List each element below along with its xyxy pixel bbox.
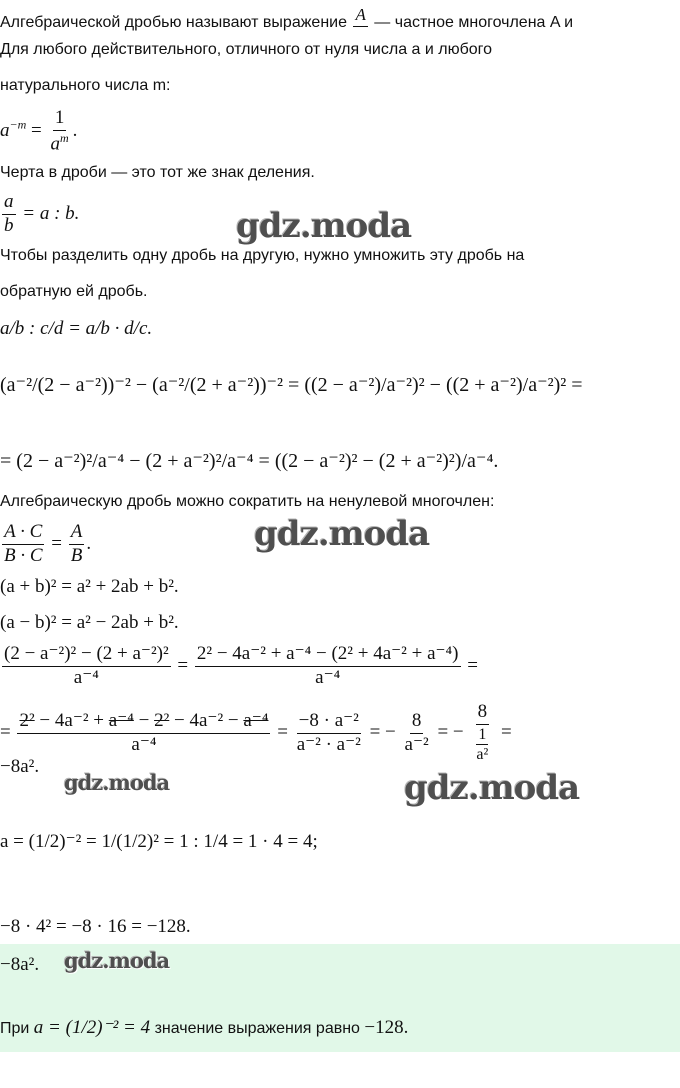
watermark-logo: gdz.moda <box>64 770 170 795</box>
step3-lhs <box>2 644 171 689</box>
reduce-den-right: B <box>70 544 83 566</box>
strike-3: 2² <box>154 709 170 731</box>
step4-num-4: − <box>133 709 155 731</box>
result: −8 · 4² = −8 · 16 = −128. <box>0 916 191 937</box>
reduce-rule-formula: $\frac{A \cdot C}{B \cdot C}$ = $\frac{A}{B}$ . <box>4 521 92 566</box>
watermark-logo: gdz.moda <box>236 206 412 246</box>
rule-line-2: натурального числа m: <box>0 77 171 94</box>
intro-text: Алгебраической дробью называют выражение <box>0 14 347 32</box>
identity-square-sum: (a + b)² = a² + 2ab + b². <box>0 576 179 597</box>
step4-frac4-num: 8 <box>476 702 490 725</box>
formula-lhs: a <box>0 119 10 141</box>
division-bar-text: Черта в дроби — это тот же знак деления. <box>0 164 315 181</box>
step4-frac3-den: a⁻² <box>404 733 429 755</box>
formula-num: 1 <box>53 108 67 131</box>
step3-lhs-den: a⁻⁴ <box>73 666 99 688</box>
rule-line-1: Для любого действительного, отличного от нуля числа a и любого <box>0 41 493 58</box>
intro-frac-num: A <box>353 6 367 27</box>
formula-lhs-exp: −m <box>9 117 27 132</box>
step-2: = (2 − a⁻²)²/a⁻⁴ − (2 + a⁻²)²/a⁻⁴ = ((2 − a⁻²)² − (2 + a⁻²)²)/a⁻⁴. <box>0 450 499 472</box>
negative-power-fraction <box>48 108 70 155</box>
strike-2: a⁻⁴ <box>108 709 134 731</box>
watermark-logo: gdz.moda <box>404 768 580 808</box>
step4-frac-2 <box>295 711 363 756</box>
division-bar-den: b <box>4 214 14 236</box>
intro-fraction <box>353 6 367 28</box>
step4-frac4-den-num: 1 <box>476 726 488 746</box>
strike-4: a⁻⁴ <box>243 709 269 731</box>
reduce-frac-left <box>2 522 45 567</box>
step-1: (a⁻²/(2 − a⁻²))⁻² − (a⁻²/(2 + a⁻²))⁻² = ((2 − a⁻²)/a⁻²)² − ((2 + a⁻²)/a⁻²)² = <box>0 374 583 396</box>
intro-line <box>0 5 574 34</box>
watermark-logo: gdz.moda <box>64 948 170 973</box>
step4-frac-3 <box>403 711 431 756</box>
step4-num-2: − 4a⁻² + <box>34 709 109 731</box>
step4-frac-1 <box>17 711 270 756</box>
step4-frac4-den-den: a² <box>476 746 489 764</box>
step4-frac3-num: 8 <box>410 711 424 734</box>
answer-line <box>0 1018 408 1039</box>
negative-power-formula: $a^{-m}$ = $\frac{1}{a^m}$ . <box>0 107 78 155</box>
reduce-num-right: A <box>69 522 85 545</box>
intro-tail: — частное многочлена A и <box>374 14 574 32</box>
step3-lhs-num: (2 − a⁻²)² − (2 + a⁻²)² <box>2 644 171 667</box>
formula-den: a <box>50 133 60 155</box>
step4-frac-4 <box>470 702 494 764</box>
answer-simplified: −8a². <box>0 954 40 975</box>
reduce-frac-right <box>69 522 85 567</box>
division-rule-line-1: Чтобы разделить одну дробь на другую, нужно умножить эту дробь на <box>0 247 525 264</box>
formula-den-exp: m <box>59 130 69 145</box>
division-bar-num: a <box>2 192 16 215</box>
answer-value: −128. <box>364 1017 409 1038</box>
answer-condition: a = (1/2)⁻² = 4 <box>33 1017 151 1038</box>
step3-rhs-den: a⁻⁴ <box>315 666 341 688</box>
step3-rhs <box>195 644 461 689</box>
step4-num-6: − 4a⁻² − <box>169 709 244 731</box>
step4-den-1: a⁻⁴ <box>131 733 157 755</box>
intro-frac-den <box>359 27 363 28</box>
step4-frac2-den: a⁻² · a⁻² <box>296 733 361 755</box>
step-3: $\frac{\text{(2 − a⁻²)² − (2 + a⁻²)²}}{\text{a⁻⁴}}$ = $\frac{\text{2² − 4a⁻² + a⁻⁴ − (2² + 4a⁻² + a⁻⁴)}}{\text{a⁻⁴}}$ = <box>4 643 478 688</box>
reduce-den-left: B · C <box>4 544 43 566</box>
division-bar-rhs: = a : b. <box>22 202 80 224</box>
strike-1: 2² <box>19 709 35 731</box>
reduce-rule-text: Алгебраическую дробь можно сократить на ненулевой многочлен: <box>0 493 495 510</box>
a-value: a = (1/2)⁻² = 1/(1/2)² = 1 : 1/4 = 1 · 4 = 4; <box>0 831 318 852</box>
division-bar-formula <box>0 192 79 237</box>
division-rule-line-2: обратную ей дробь. <box>0 283 148 300</box>
watermark-logo: gdz.moda <box>254 514 430 554</box>
reduce-num-left: A · C <box>2 522 44 545</box>
division-bar-fraction <box>2 192 16 237</box>
step4-frac2-num: −8 · a⁻² <box>297 711 361 734</box>
step-4: = $\frac{\text{2² − 4a⁻² + a⁻⁴ − 2² − 4a⁻² − a⁻⁴}}{\text{a⁻⁴}}$ = $\frac{\text{−8 · a⁻²}}{\text{a⁻² · a⁻²}}$ = − $\frac{8}{\text{a⁻²}}$ = − $\frac{8}{\frac{1}{\text{a²}}}$ = <box>0 701 512 764</box>
division-rule-formula: a/b : c/d = a/b · d/c. <box>0 318 153 339</box>
answer-text: значение выражения равно <box>154 1020 360 1037</box>
identity-square-diff: (a − b)² = a² − 2ab + b². <box>0 612 179 633</box>
step-5: −8a². <box>0 756 40 777</box>
answer-prefix: При <box>0 1020 30 1037</box>
step3-rhs-num: 2² − 4a⁻² + a⁻⁴ − (2² + 4a⁻² + a⁻⁴) <box>195 644 461 667</box>
